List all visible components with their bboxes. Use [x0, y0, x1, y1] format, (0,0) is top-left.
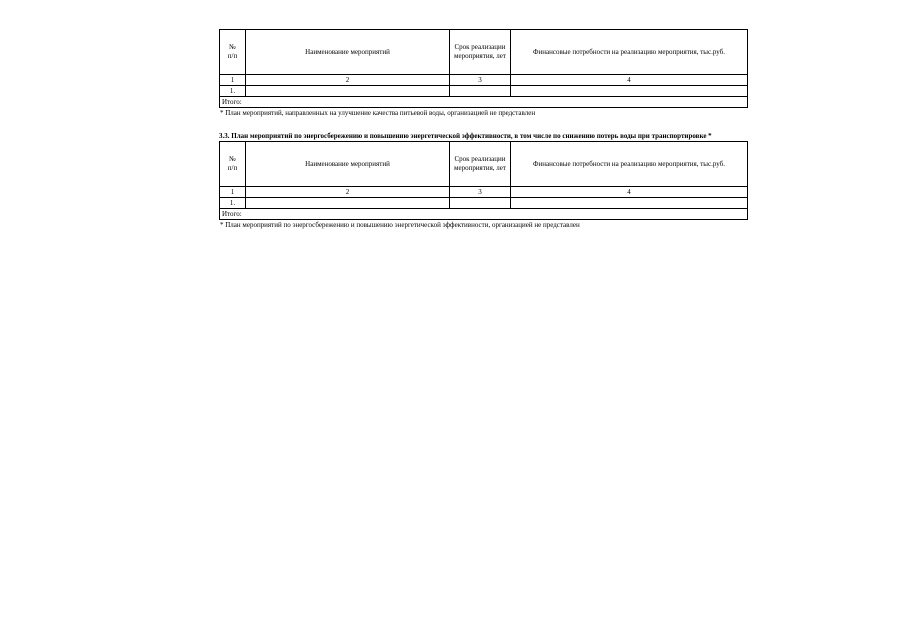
column-index-row [220, 187, 748, 198]
col-header-finance: Финансовые потребности на реализацию мероприятия, тыс.руб. [511, 142, 748, 187]
row-num-cell: 1. [220, 198, 246, 209]
col-header-term: Срок реализации мероприятия, лет [450, 30, 511, 75]
col-header-term: Срок реализации мероприятия, лет [450, 142, 511, 187]
empty-cell [511, 198, 748, 209]
col-header-finance: Финансовые потребности на реализацию мероприятия, тыс.руб. [511, 30, 748, 75]
index-cell: 4 [511, 75, 748, 86]
col-header-num: № п/п [220, 142, 246, 187]
empty-cell [511, 86, 748, 97]
measures-table-water-quality [219, 29, 748, 108]
footnote-energy-saving: * План мероприятий по энергосбережению и повышению энергетической эффективности, организацией не представлен [220, 221, 580, 229]
index-cell: 1 [220, 75, 246, 86]
total-label: Итого: [220, 97, 748, 108]
column-index-row [220, 75, 748, 86]
empty-cell [450, 86, 511, 97]
table-row [220, 198, 748, 209]
table-header-row [220, 30, 748, 75]
footnote-water-quality: * План мероприятий, направленных на улучшение качества питьевой воды, организацией не представлен [220, 109, 536, 117]
section-heading-energy-saving: 3.3. План мероприятий по энергосбережению и повышению энергетической эффективности, в том числе по снижению потерь воды при транспортировке * [219, 132, 712, 140]
index-cell: 3 [450, 187, 511, 198]
table-header-row [220, 142, 748, 187]
index-cell: 1 [220, 187, 246, 198]
index-cell: 2 [246, 187, 450, 198]
index-cell: 4 [511, 187, 748, 198]
empty-cell [246, 86, 450, 97]
total-row [220, 97, 748, 108]
table-row [220, 86, 748, 97]
document-sheet [219, 29, 747, 230]
col-header-num: № п/п [220, 30, 246, 75]
col-header-name: Наименование мероприятий [246, 30, 450, 75]
total-label: Итого: [220, 209, 748, 220]
empty-cell [450, 198, 511, 209]
index-cell: 2 [246, 75, 450, 86]
row-num-cell: 1. [220, 86, 246, 97]
measures-table-energy-saving [219, 141, 748, 220]
index-cell: 3 [450, 75, 511, 86]
empty-cell [246, 198, 450, 209]
col-header-name: Наименование мероприятий [246, 142, 450, 187]
total-row [220, 209, 748, 220]
